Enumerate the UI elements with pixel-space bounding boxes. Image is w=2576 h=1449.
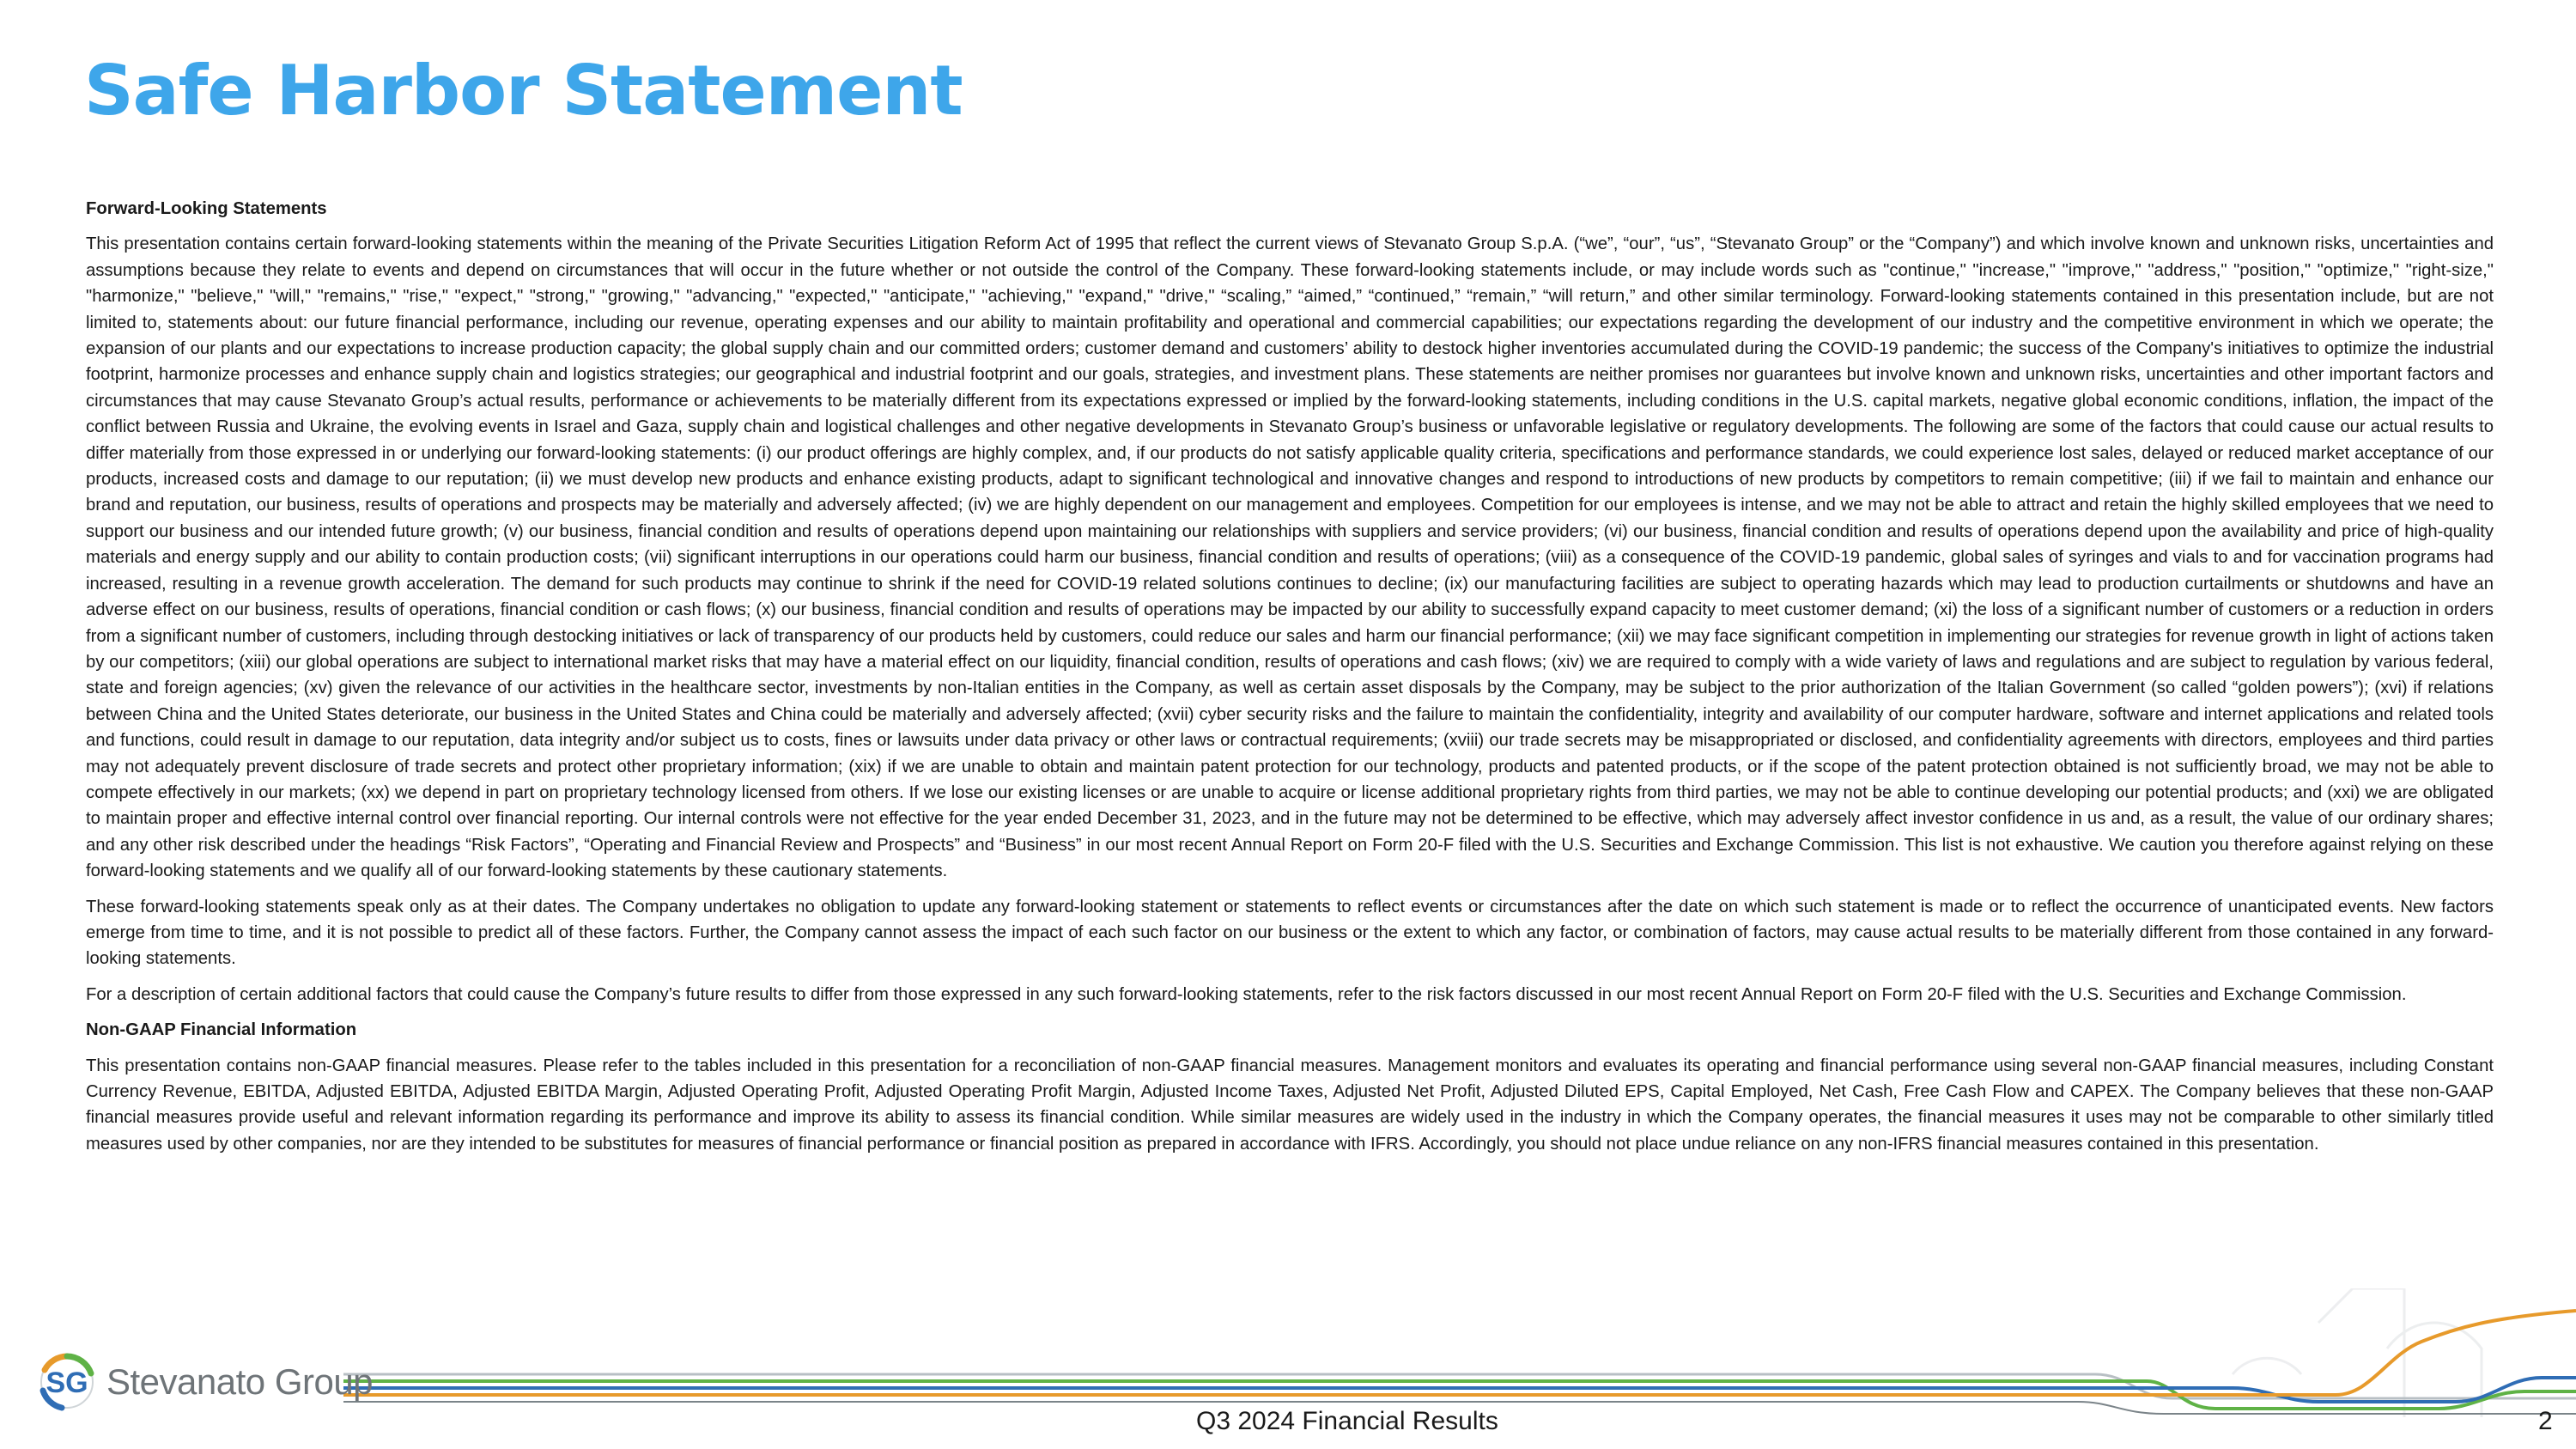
footer-caption: Q3 2024 Financial Results (1196, 1407, 1498, 1435)
non-gaap-paragraph: This presentation contains non-GAAP financial measures. Please refer to the tables included in this presentation for a reconciliation of non-GAAP financial measures. Management monitors and evaluates its operating and financial performance using several non-GAAP financial measures, including Constant Currency Revenue, EBITDA, Adjusted EBITDA, Adjusted EBITDA Margin, Adjusted Operating Profit, Adjusted Operating Profit Margin, Adjusted Income Taxes, Adjusted Net Profit, Adjusted Diluted EPS, Capital Employed, Net Cash, Free Cash Flow and CAPEX. The Company believes that these non-GAAP financial measures provide useful and relevant information regarding its performance and improve its ability to assess its financial condition. While similar measures are widely used in the industry in which the Company operates, the financial measures it uses may not be comparable to other similarly titled measures used by other companies, nor are they intended to be substitutes for measures of financial performance or financial position as prepared in accordance with IFRS. Accordingly, you should not place undue reliance on any non-IFRS financial measures contained in this presentation. (86, 1056, 2494, 1154)
stevanato-logo-icon (33, 1348, 101, 1416)
forward-looking-paragraph-1: This presentation contains certain forward-looking statements within the meaning of the Private Securities Litigation Reform Act of 1995 that reflect the current views of Stevanato Group S.p.A. (“we”, “our”, “us”, “Stevanato Group” or the “Company”) and which involve known and unknown risks, uncertainties and assumptions because they relate to events and depend on circumstances that will occur in the future whether or not outside the control of the Company. These forward-looking statements include, or may include words such as "continue," "increase," "improve," "address," "position," "optimize," "right-size," "harmonize," "believe," "will," "remains," "rise," "expect," "strong," "growing," "advancing," "expected," "anticipate," "achieving," "expand," "drive," “scaling,” “aimed,” “continued,” “remain,” “will return,” and other similar terminology. Forward-looking statements contained in this presentation include, but are not limited to, statements about: our future financial performance, including our revenue, operating expenses and our ability to maintain profitability and operational and commercial capabilities; our expectations regarding the development of our industry and the competitive environment in which we operate; the expansion of our plants and our expectations to increase production capacity; the global supply chain and our committed orders; customer demand and customers’ ability to destock higher inventories accumulated during the COVID-19 pandemic; the success of the Company's initiatives to optimize the industrial footprint, harmonize processes and enhance supply chain and logistics strategies; our geographical and industrial footprint and our goals, strategies, and investment plans. These statements are neither promises nor guarantees but involve known and unknown risks, uncertainties and other important factors and circumstances that may cause Stevanato Group’s actual results, performance or achievements to be materially different from its expectations expressed or implied by the forward-looking statements, including conditions in the U.S. capital markets, negative global economic conditions, inflation, the impact of the conflict between Russia and Ukraine, the evolving events in Israel and Gaza, supply chain and logistical challenges and other negative developments in Stevanato Group’s business or unfavorable legislative or regulatory developments. The following are some of the factors that could cause our actual results to differ materially from those expressed in or underlying our forward-looking statements: (i) our product offerings are highly complex, and, if our products do not satisfy applicable quality criteria, specifications and performance standards, we could experience lost sales, delayed or reduced market acceptance of our products, increased costs and damage to our reputation; (ii) we must develop new products and enhance existing products, adapt to significant technological and innovative changes and respond to introductions of new products by competitors to remain competitive; (iii) if we fail to maintain and enhance our brand and reputation, our business, results of operations and prospects may be materially and adversely affected; (iv) we are highly dependent on our management and employees. Competition for our employees is intense, and we may not be able to attract and retain the highly skilled employees that we need to support our business and our intended future growth; (v) our business, financial condition and results of operations depend upon maintaining our relationships with suppliers and service providers; (vi) our business, financial condition and results of operations depend upon the availability and price of high-quality materials and energy supply and our ability to contain production costs; (vii) significant interruptions in our operations could harm our business, financial condition and results of operations; (viii) as a consequence of the COVID-19 pandemic, global sales of syringes and vials to and for vaccination programs had increased, resulting in a revenue growth acceleration. The demand for such products may continue to shrink if the need for COVID-19 related solutions continues to decline; (ix) our manufacturing facilities are subject to operating hazards which may lead to production curtailments or shutdowns and have an adverse effect on our business, results of operations, financial condition or cash flows; (x) our business, financial condition and results of operations may be impacted by our ability to successfully expand capacity to meet customer demand; (xi) the loss of a significant number of customers or a reduction in orders from a significant number of customers, including through destocking initiatives or lack of transparency of our products held by customers, could reduce our sales and harm our financial performance; (xii) we may face significant competition in implementing our strategies for revenue growth in light of actions taken by our competitors; (xiii) our global operations are subject to international market risks that may have a material effect on our liquidity, financial condition, results of operations and cash flows; (xiv) we are required to comply with a wide variety of laws and regulations and are subject to regulation by various federal, state and foreign agencies; (xv) given the relevance of our activities in the healthcare sector, investments by non-Italian entities in the Company, as well as certain asset disposals by the Company, may be subject to the prior authorization of the Italian Government (so called “golden powers”); (xvi) if relations between China and the United States deteriorate, our business in the United States and China could be materially and adversely affected; (xvii) cyber security risks and the failure to maintain the confidentiality, integrity and availability of our computer hardware, software and internet applications and related tools and functions, could result in damage to our reputation, data integrity and/or subject us to costs, fines or lawsuits under data privacy or other laws or contractual requirements; (xviii) our trade secrets may be misappropriated or disclosed, and confidentiality agreements with directors, employees and third parties may not adequately prevent disclosure of trade secrets and protect other proprietary information; (xix) if we are unable to obtain and maintain patent protection for our technology, products and patented products, or if the scope of the patent protection obtained is not sufficiently broad, we may not be able to compete effectively in our markets; (xx) we depend in part on proprietary technology licensed from others. If we lose our existing licenses or are unable to acquire or license additional proprietary rights from third parties, we may not be able to continue developing our potential products; and (xxi) we are obligated to maintain proper and effective internal control over financial reporting. Our internal controls were not effective for the year ended December 31, 2023, and in the future may not be determined to be effective, which may adversely affect investor confidence in us and, as a result, the value of our ordinary shares; and any other risk described under the headings “Risk Factors”, “Operating and Financial Review and Prospects” and “Business” in our most recent Annual Report on Form 20-F filed with the U.S. Securities and Exchange Commission. This list is not exhaustive. We caution you therefore against relying on these forward-looking statements and we qualify all of our forward-looking statements by these cautionary statements. (86, 234, 2494, 881)
forward-looking-paragraph-3: For a description of certain additional factors that could cause the Company’s future results to differ from those expressed in any such forward-looking statements, refer to the risk factors discussed in our most recent Annual Report on Form 20-F filed with the U.S. Securities and Exchange Commission. (86, 984, 2407, 1004)
forward-looking-heading: Forward-Looking Statements (86, 199, 327, 218)
logo-text: Stevanato Group (106, 1361, 374, 1402)
footer-decorative-lines (0, 1288, 2576, 1417)
forward-looking-paragraph-2: These forward-looking statements speak only as at their dates. The Company undertakes no obligation to update any forward-looking statement or statements to reflect events or circumstances after the date on which such statement is made or to reflect the occurrence of unanticipated events. New factors emerge from time to time, and it is not possible to predict all of these factors. Further, the Company cannot assess the impact of each such factor on our business or the extent to which any factor, or combination of factors, may cause actual results to be materially different from those contained in any forward-looking statements. (86, 897, 2494, 969)
non-gaap-heading: Non-GAAP Financial Information (86, 1020, 357, 1040)
company-logo (33, 1348, 373, 1416)
page-title: Safe Harbor Statement (84, 51, 963, 131)
page-number: 2 (2538, 1407, 2553, 1435)
logo-monogram: SG (46, 1367, 88, 1399)
safe-harbor-body (86, 196, 2494, 1166)
